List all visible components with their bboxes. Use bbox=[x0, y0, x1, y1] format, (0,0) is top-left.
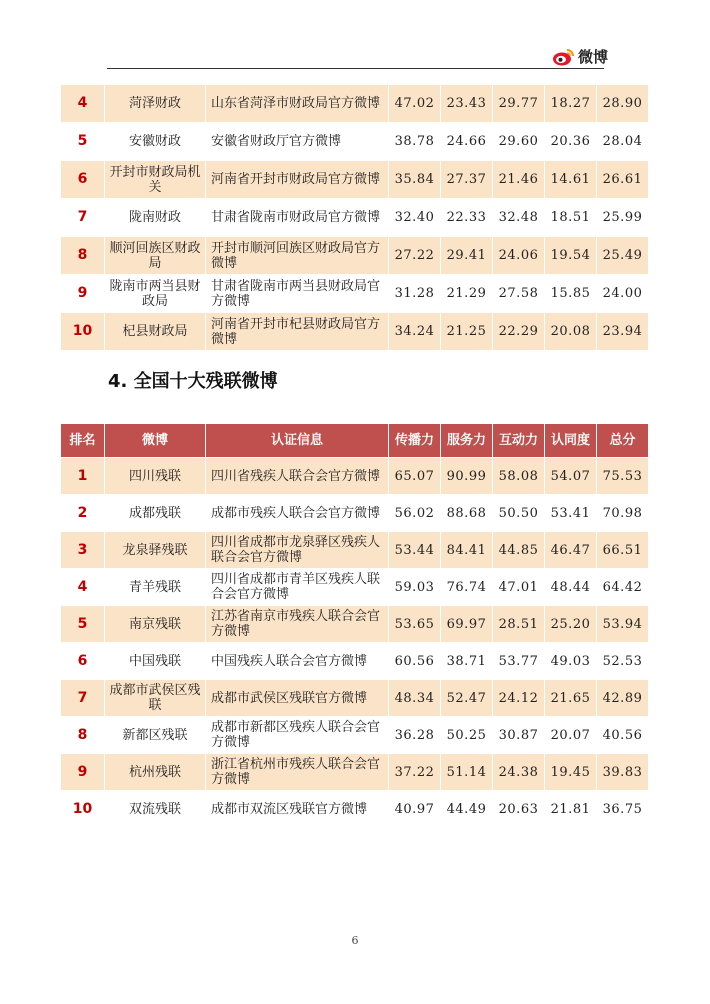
verification-cell: 成都市武侯区残联官方微博 bbox=[206, 680, 389, 717]
total-cell: 24.00 bbox=[597, 275, 649, 313]
total-cell: 39.83 bbox=[597, 754, 649, 791]
interaction-cell: 27.58 bbox=[493, 275, 545, 313]
interaction-cell: 28.51 bbox=[493, 606, 545, 643]
table-row bbox=[61, 199, 649, 237]
service-cell: 29.41 bbox=[441, 237, 493, 275]
recognition-cell: 19.45 bbox=[545, 754, 597, 791]
recognition-cell: 21.65 bbox=[545, 680, 597, 717]
rank-cell: 10 bbox=[61, 313, 105, 351]
header-reach: 传播力 bbox=[389, 424, 441, 458]
verification-cell: 四川省成都市龙泉驿区残疾人联合会官方微博 bbox=[206, 532, 389, 569]
total-cell: 28.04 bbox=[597, 123, 649, 161]
total-cell: 40.56 bbox=[597, 717, 649, 754]
total-cell: 28.90 bbox=[597, 85, 649, 123]
verification-cell: 成都市新都区残疾人联合会官方微博 bbox=[206, 717, 389, 754]
total-cell: 26.61 bbox=[597, 161, 649, 199]
recognition-cell: 18.27 bbox=[545, 85, 597, 123]
verification-cell: 中国残疾人联合会官方微博 bbox=[206, 643, 389, 680]
service-cell: 38.71 bbox=[441, 643, 493, 680]
service-cell: 69.97 bbox=[441, 606, 493, 643]
interaction-cell: 32.48 bbox=[493, 199, 545, 237]
reach-cell: 37.22 bbox=[389, 754, 441, 791]
verification-cell: 成都市残疾人联合会官方微博 bbox=[206, 495, 389, 532]
interaction-cell: 29.60 bbox=[493, 123, 545, 161]
table-row bbox=[61, 532, 649, 569]
total-cell: 23.94 bbox=[597, 313, 649, 351]
rank-cell: 7 bbox=[61, 199, 105, 237]
interaction-cell: 29.77 bbox=[493, 85, 545, 123]
total-cell: 52.53 bbox=[597, 643, 649, 680]
header-verification: 认证信息 bbox=[206, 424, 389, 458]
verification-cell: 河南省开封市杞县财政局官方微博 bbox=[206, 313, 389, 351]
reach-cell: 34.24 bbox=[389, 313, 441, 351]
recognition-cell: 54.07 bbox=[545, 458, 597, 495]
header-rank: 排名 bbox=[61, 424, 105, 458]
service-cell: 50.25 bbox=[441, 717, 493, 754]
service-cell: 76.74 bbox=[441, 569, 493, 606]
service-cell: 21.29 bbox=[441, 275, 493, 313]
weibo-name-cell: 成都残联 bbox=[105, 495, 206, 532]
weibo-name-cell: 杞县财政局 bbox=[105, 313, 206, 351]
total-cell: 70.98 bbox=[597, 495, 649, 532]
interaction-cell: 20.63 bbox=[493, 791, 545, 828]
recognition-cell: 25.20 bbox=[545, 606, 597, 643]
interaction-cell: 47.01 bbox=[493, 569, 545, 606]
finance-ranking-table bbox=[60, 84, 649, 351]
recognition-cell: 20.36 bbox=[545, 123, 597, 161]
rank-cell: 6 bbox=[61, 161, 105, 199]
verification-cell: 浙江省杭州市残疾人联合会官方微博 bbox=[206, 754, 389, 791]
header-interaction: 互动力 bbox=[493, 424, 545, 458]
total-cell: 25.49 bbox=[597, 237, 649, 275]
page-number: 6 bbox=[351, 934, 359, 947]
total-cell: 53.94 bbox=[597, 606, 649, 643]
weibo-eye-icon bbox=[552, 47, 576, 67]
header-recognition: 认同度 bbox=[545, 424, 597, 458]
rank-cell: 9 bbox=[61, 275, 105, 313]
weibo-name-cell: 陇南市两当县财政局 bbox=[105, 275, 206, 313]
rank-cell: 4 bbox=[61, 85, 105, 123]
service-cell: 52.47 bbox=[441, 680, 493, 717]
reach-cell: 59.03 bbox=[389, 569, 441, 606]
reach-cell: 35.84 bbox=[389, 161, 441, 199]
header-service: 服务力 bbox=[441, 424, 493, 458]
table-row bbox=[61, 458, 649, 495]
weibo-name-cell: 四川残联 bbox=[105, 458, 206, 495]
interaction-cell: 44.85 bbox=[493, 532, 545, 569]
table-row bbox=[61, 161, 649, 199]
verification-cell: 甘肃省陇南市两当县财政局官方微博 bbox=[206, 275, 389, 313]
section-title: 4. 全国十大残联微博 bbox=[108, 371, 278, 392]
rank-cell: 5 bbox=[61, 606, 105, 643]
weibo-logo bbox=[552, 46, 608, 67]
recognition-cell: 46.47 bbox=[545, 532, 597, 569]
weibo-name-cell: 安徽财政 bbox=[105, 123, 206, 161]
rank-cell: 2 bbox=[61, 495, 105, 532]
verification-cell: 四川省成都市青羊区残疾人联合会官方微博 bbox=[206, 569, 389, 606]
verification-cell: 四川省残疾人联合会官方微博 bbox=[206, 458, 389, 495]
table-row bbox=[61, 606, 649, 643]
total-cell: 36.75 bbox=[597, 791, 649, 828]
reach-cell: 32.40 bbox=[389, 199, 441, 237]
verification-cell: 开封市顺河回族区财政局官方微博 bbox=[206, 237, 389, 275]
table-row bbox=[61, 791, 649, 828]
service-cell: 27.37 bbox=[441, 161, 493, 199]
rank-cell: 6 bbox=[61, 643, 105, 680]
verification-cell: 甘肃省陇南市财政局官方微博 bbox=[206, 199, 389, 237]
rank-cell: 8 bbox=[61, 717, 105, 754]
recognition-cell: 15.85 bbox=[545, 275, 597, 313]
service-cell: 21.25 bbox=[441, 313, 493, 351]
total-cell: 64.42 bbox=[597, 569, 649, 606]
weibo-name-cell: 双流残联 bbox=[105, 791, 206, 828]
header-weibo: 微博 bbox=[105, 424, 206, 458]
table-header-row bbox=[61, 424, 649, 458]
weibo-logo-text: 微博 bbox=[578, 48, 609, 66]
reach-cell: 38.78 bbox=[389, 123, 441, 161]
total-cell: 25.99 bbox=[597, 199, 649, 237]
reach-cell: 48.34 bbox=[389, 680, 441, 717]
header-total: 总分 bbox=[597, 424, 649, 458]
table-row bbox=[61, 275, 649, 313]
service-cell: 51.14 bbox=[441, 754, 493, 791]
weibo-name-cell: 菏泽财政 bbox=[105, 85, 206, 123]
verification-cell: 江苏省南京市残疾人联合会官方微博 bbox=[206, 606, 389, 643]
weibo-name-cell: 龙泉驿残联 bbox=[105, 532, 206, 569]
verification-cell: 山东省菏泽市财政局官方微博 bbox=[206, 85, 389, 123]
service-cell: 88.68 bbox=[441, 495, 493, 532]
weibo-name-cell: 新都区残联 bbox=[105, 717, 206, 754]
reach-cell: 53.44 bbox=[389, 532, 441, 569]
service-cell: 84.41 bbox=[441, 532, 493, 569]
rank-cell: 3 bbox=[61, 532, 105, 569]
weibo-name-cell: 杭州残联 bbox=[105, 754, 206, 791]
interaction-cell: 22.29 bbox=[493, 313, 545, 351]
recognition-cell: 21.81 bbox=[545, 791, 597, 828]
reach-cell: 47.02 bbox=[389, 85, 441, 123]
recognition-cell: 20.07 bbox=[545, 717, 597, 754]
verification-cell: 成都市双流区残联官方微博 bbox=[206, 791, 389, 828]
interaction-cell: 21.46 bbox=[493, 161, 545, 199]
reach-cell: 36.28 bbox=[389, 717, 441, 754]
rank-cell: 4 bbox=[61, 569, 105, 606]
recognition-cell: 20.08 bbox=[545, 313, 597, 351]
service-cell: 23.43 bbox=[441, 85, 493, 123]
rank-cell: 1 bbox=[61, 458, 105, 495]
reach-cell: 27.22 bbox=[389, 237, 441, 275]
header-rule bbox=[107, 68, 604, 69]
interaction-cell: 58.08 bbox=[493, 458, 545, 495]
table-row bbox=[61, 313, 649, 351]
recognition-cell: 14.61 bbox=[545, 161, 597, 199]
recognition-cell: 49.03 bbox=[545, 643, 597, 680]
weibo-name-cell: 青羊残联 bbox=[105, 569, 206, 606]
interaction-cell: 53.77 bbox=[493, 643, 545, 680]
reach-cell: 60.56 bbox=[389, 643, 441, 680]
reach-cell: 56.02 bbox=[389, 495, 441, 532]
rank-cell: 10 bbox=[61, 791, 105, 828]
interaction-cell: 24.12 bbox=[493, 680, 545, 717]
table-row bbox=[61, 237, 649, 275]
table-row bbox=[61, 680, 649, 717]
rank-cell: 8 bbox=[61, 237, 105, 275]
recognition-cell: 48.44 bbox=[545, 569, 597, 606]
verification-cell: 安徽省财政厅官方微博 bbox=[206, 123, 389, 161]
table-row bbox=[61, 754, 649, 791]
reach-cell: 53.65 bbox=[389, 606, 441, 643]
service-cell: 24.66 bbox=[441, 123, 493, 161]
interaction-cell: 50.50 bbox=[493, 495, 545, 532]
weibo-name-cell: 中国残联 bbox=[105, 643, 206, 680]
rank-cell: 9 bbox=[61, 754, 105, 791]
total-cell: 75.53 bbox=[597, 458, 649, 495]
recognition-cell: 18.51 bbox=[545, 199, 597, 237]
disability-federation-ranking-table bbox=[60, 423, 649, 828]
interaction-cell: 24.06 bbox=[493, 237, 545, 275]
interaction-cell: 30.87 bbox=[493, 717, 545, 754]
table-row bbox=[61, 495, 649, 532]
weibo-name-cell: 陇南财政 bbox=[105, 199, 206, 237]
table-row bbox=[61, 85, 649, 123]
rank-cell: 7 bbox=[61, 680, 105, 717]
weibo-name-cell: 南京残联 bbox=[105, 606, 206, 643]
reach-cell: 31.28 bbox=[389, 275, 441, 313]
total-cell: 66.51 bbox=[597, 532, 649, 569]
service-cell: 44.49 bbox=[441, 791, 493, 828]
interaction-cell: 24.38 bbox=[493, 754, 545, 791]
weibo-name-cell: 开封市财政局机关 bbox=[105, 161, 206, 199]
verification-cell: 河南省开封市财政局官方微博 bbox=[206, 161, 389, 199]
table-row bbox=[61, 123, 649, 161]
rank-cell: 5 bbox=[61, 123, 105, 161]
service-cell: 90.99 bbox=[441, 458, 493, 495]
recognition-cell: 53.41 bbox=[545, 495, 597, 532]
total-cell: 42.89 bbox=[597, 680, 649, 717]
table-row bbox=[61, 643, 649, 680]
recognition-cell: 19.54 bbox=[545, 237, 597, 275]
table-row bbox=[61, 569, 649, 606]
table-row bbox=[61, 717, 649, 754]
weibo-name-cell: 成都市武侯区残联 bbox=[105, 680, 206, 717]
service-cell: 22.33 bbox=[441, 199, 493, 237]
reach-cell: 40.97 bbox=[389, 791, 441, 828]
weibo-name-cell: 顺河回族区财政局 bbox=[105, 237, 206, 275]
reach-cell: 65.07 bbox=[389, 458, 441, 495]
